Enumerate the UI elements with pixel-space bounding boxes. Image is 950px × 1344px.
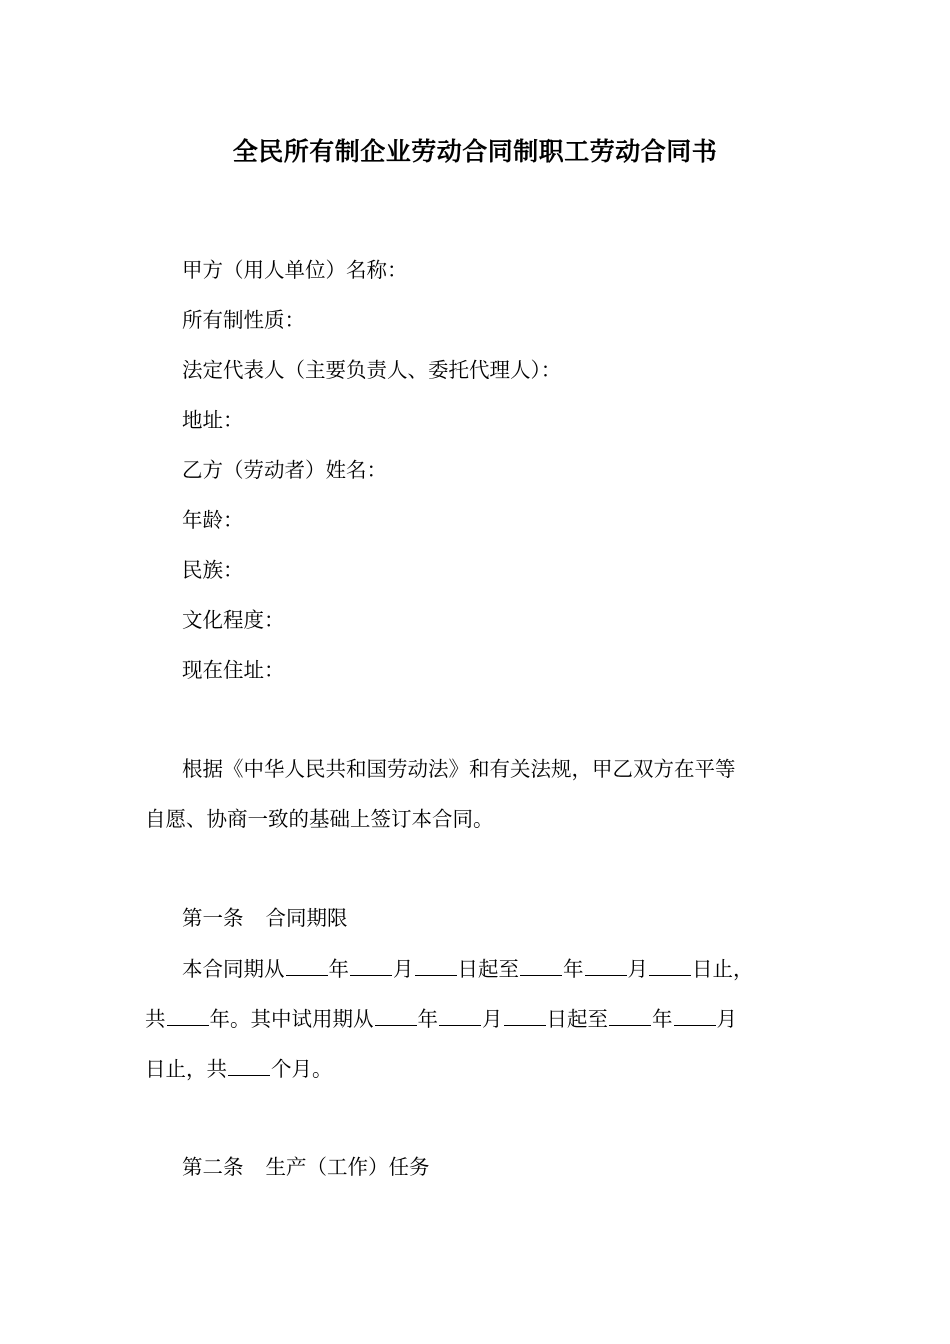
- blank-probation-start-day[interactable]: [504, 1003, 546, 1026]
- field-ethnicity: 民族：: [182, 558, 244, 582]
- field-ownership-type: 所有制性质：: [182, 308, 305, 332]
- field-current-address: 现在住址：: [182, 658, 285, 682]
- article-1-title: 合同期限: [265, 906, 348, 930]
- article-2-heading: [182, 1152, 430, 1182]
- field-legal-representative: 法定代表人（主要负责人、委托代理人）：: [182, 358, 562, 382]
- article-1-line-2: 共 年。其中试用期从 年 月 日起至 年 月: [145, 1003, 813, 1034]
- field-employer-name: 甲方（用人单位）名称：: [182, 258, 408, 282]
- blank-end-month[interactable]: [585, 953, 627, 976]
- article-1-number: 第一条: [182, 906, 244, 930]
- article-2-number: 第二条: [182, 1155, 244, 1179]
- blank-probation-start-month[interactable]: [439, 1003, 481, 1026]
- field-education: 文化程度：: [182, 608, 285, 632]
- blank-total-years[interactable]: [167, 1003, 209, 1026]
- preamble-line-2: 自愿、协商一致的基础上签订本合同。: [145, 807, 494, 831]
- article-1-heading: [182, 903, 348, 933]
- article-1-line-1: 本合同期从 年 月 日起至 年 月 日止，: [145, 953, 850, 984]
- document-title: 全民所有制企业劳动合同制职工劳动合同书: [232, 137, 718, 166]
- blank-start-year[interactable]: [286, 953, 328, 976]
- preamble-line-1: 根据《中华人民共和国劳动法》和有关法规，甲乙双方在平等: [182, 757, 736, 781]
- field-address: 地址：: [182, 408, 244, 432]
- blank-probation-end-month[interactable]: [674, 1003, 716, 1026]
- blank-probation-months[interactable]: [228, 1053, 270, 1076]
- blank-start-month[interactable]: [350, 953, 392, 976]
- field-age: 年龄：: [182, 508, 244, 532]
- blank-probation-end-year[interactable]: [609, 1003, 651, 1026]
- field-employee-name: 乙方（劳动者）姓名：: [182, 458, 387, 482]
- article-2-title: 生产（工作）任务: [265, 1155, 430, 1179]
- blank-end-year[interactable]: [520, 953, 562, 976]
- blank-probation-start-year[interactable]: [375, 1003, 417, 1026]
- blank-end-day[interactable]: [649, 953, 691, 976]
- blank-start-day[interactable]: [415, 953, 457, 976]
- article-1-line-3: 日止，共 个月。: [145, 1053, 813, 1084]
